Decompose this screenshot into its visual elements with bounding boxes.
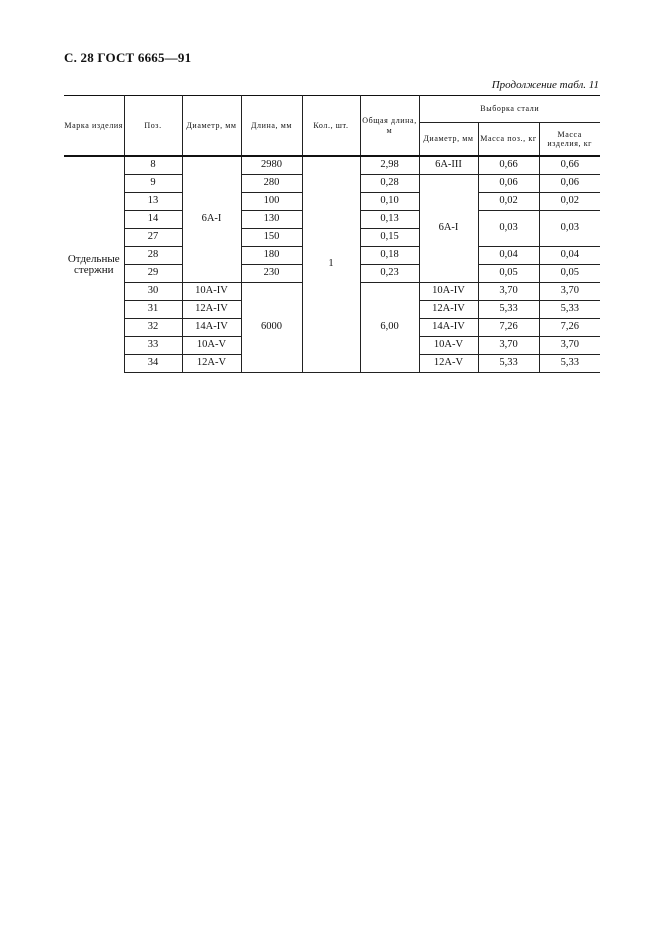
sel-diameter-cell: 10А-IV <box>419 283 478 301</box>
length-cell: 130 <box>241 211 302 229</box>
pos-cell: 33 <box>124 337 182 355</box>
length-cell-6000: 6000 <box>241 283 302 373</box>
mass-pos-cell: 7,26 <box>478 319 539 337</box>
header-pos: Поз. <box>124 96 182 157</box>
page-header: С. 28 ГОСТ 6665—91 <box>64 50 192 65</box>
mass-item-cell: 3,70 <box>539 283 600 301</box>
sel-diameter-cell-6ai: 6А-I <box>419 175 478 283</box>
mass-item-cell: 0,03 <box>539 211 600 247</box>
length-cell: 280 <box>241 175 302 193</box>
header-diameter: Диаметр, мм <box>182 96 241 157</box>
mass-pos-cell: 5,33 <box>478 355 539 373</box>
diameter-cell: 10А-V <box>182 337 241 355</box>
length-cell: 2980 <box>241 156 302 175</box>
pos-cell: 29 <box>124 265 182 283</box>
mass-item-cell: 0,04 <box>539 247 600 265</box>
sel-diameter-cell: 6А-III <box>419 156 478 175</box>
total-length-cell: 2,98 <box>360 156 419 175</box>
total-length-cell: 0,28 <box>360 175 419 193</box>
pos-cell: 32 <box>124 319 182 337</box>
length-cell: 150 <box>241 229 302 247</box>
mass-item-cell: 0,05 <box>539 265 600 283</box>
mass-item-cell: 5,33 <box>539 301 600 319</box>
mass-pos-cell: 3,70 <box>478 283 539 301</box>
pos-cell: 14 <box>124 211 182 229</box>
mass-item-cell: 3,70 <box>539 337 600 355</box>
qty-cell: 1 <box>302 156 360 373</box>
total-length-cell: 0,23 <box>360 265 419 283</box>
total-length-cell: 0,18 <box>360 247 419 265</box>
header-length: Длина, мм <box>241 96 302 157</box>
diameter-cell: 14А-IV <box>182 319 241 337</box>
total-length-cell-600: 6,00 <box>360 283 419 373</box>
header-qty: Кол., шт. <box>302 96 360 157</box>
mass-item-cell: 0,66 <box>539 156 600 175</box>
mass-pos-cell: 0,02 <box>478 193 539 211</box>
mass-item-cell: 0,02 <box>539 193 600 211</box>
mass-item-cell: 7,26 <box>539 319 600 337</box>
table-continuation-label: Продолжение табл. 11 <box>491 79 599 91</box>
header-sel-diameter: Диаметр, мм <box>419 123 478 157</box>
length-cell: 100 <box>241 193 302 211</box>
length-cell: 180 <box>241 247 302 265</box>
sel-diameter-cell: 14А-IV <box>419 319 478 337</box>
header-sel-mass-item: Масса изделия, кг <box>539 123 600 157</box>
length-cell: 230 <box>241 265 302 283</box>
mass-item-cell: 0,06 <box>539 175 600 193</box>
pos-cell: 31 <box>124 301 182 319</box>
diameter-cell-6ai: 6А-I <box>182 156 241 283</box>
sel-diameter-cell: 12А-V <box>419 355 478 373</box>
total-length-cell: 0,13 <box>360 211 419 229</box>
sel-diameter-cell: 10А-V <box>419 337 478 355</box>
header-total-length: Общая длина, м <box>360 96 419 157</box>
diameter-cell: 12А-V <box>182 355 241 373</box>
mass-pos-cell: 3,70 <box>478 337 539 355</box>
diameter-cell: 12А-IV <box>182 301 241 319</box>
header-steel-selection: Выборка стали <box>419 96 600 123</box>
mass-pos-cell: 0,05 <box>478 265 539 283</box>
pos-cell: 28 <box>124 247 182 265</box>
mass-pos-cell: 0,06 <box>478 175 539 193</box>
total-length-cell: 0,10 <box>360 193 419 211</box>
pos-cell: 13 <box>124 193 182 211</box>
mass-pos-cell: 5,33 <box>478 301 539 319</box>
mass-pos-cell: 0,66 <box>478 156 539 175</box>
pos-cell: 27 <box>124 229 182 247</box>
mass-pos-cell: 0,04 <box>478 247 539 265</box>
mark-cell <box>64 156 124 373</box>
total-length-cell: 0,15 <box>360 229 419 247</box>
header-mark: Марка изделия <box>64 96 124 157</box>
pos-cell: 30 <box>124 283 182 301</box>
header-sel-mass-pos: Масса поз., кг <box>478 123 539 157</box>
steel-selection-table <box>64 95 600 373</box>
table-row <box>64 156 600 175</box>
mass-item-cell: 5,33 <box>539 355 600 373</box>
mark-value: Отдельные стержни <box>67 252 120 276</box>
pos-cell: 8 <box>124 156 182 175</box>
pos-cell: 9 <box>124 175 182 193</box>
mass-pos-cell: 0,03 <box>478 211 539 247</box>
diameter-cell: 10А-IV <box>182 283 241 301</box>
pos-cell: 34 <box>124 355 182 373</box>
sel-diameter-cell: 12А-IV <box>419 301 478 319</box>
